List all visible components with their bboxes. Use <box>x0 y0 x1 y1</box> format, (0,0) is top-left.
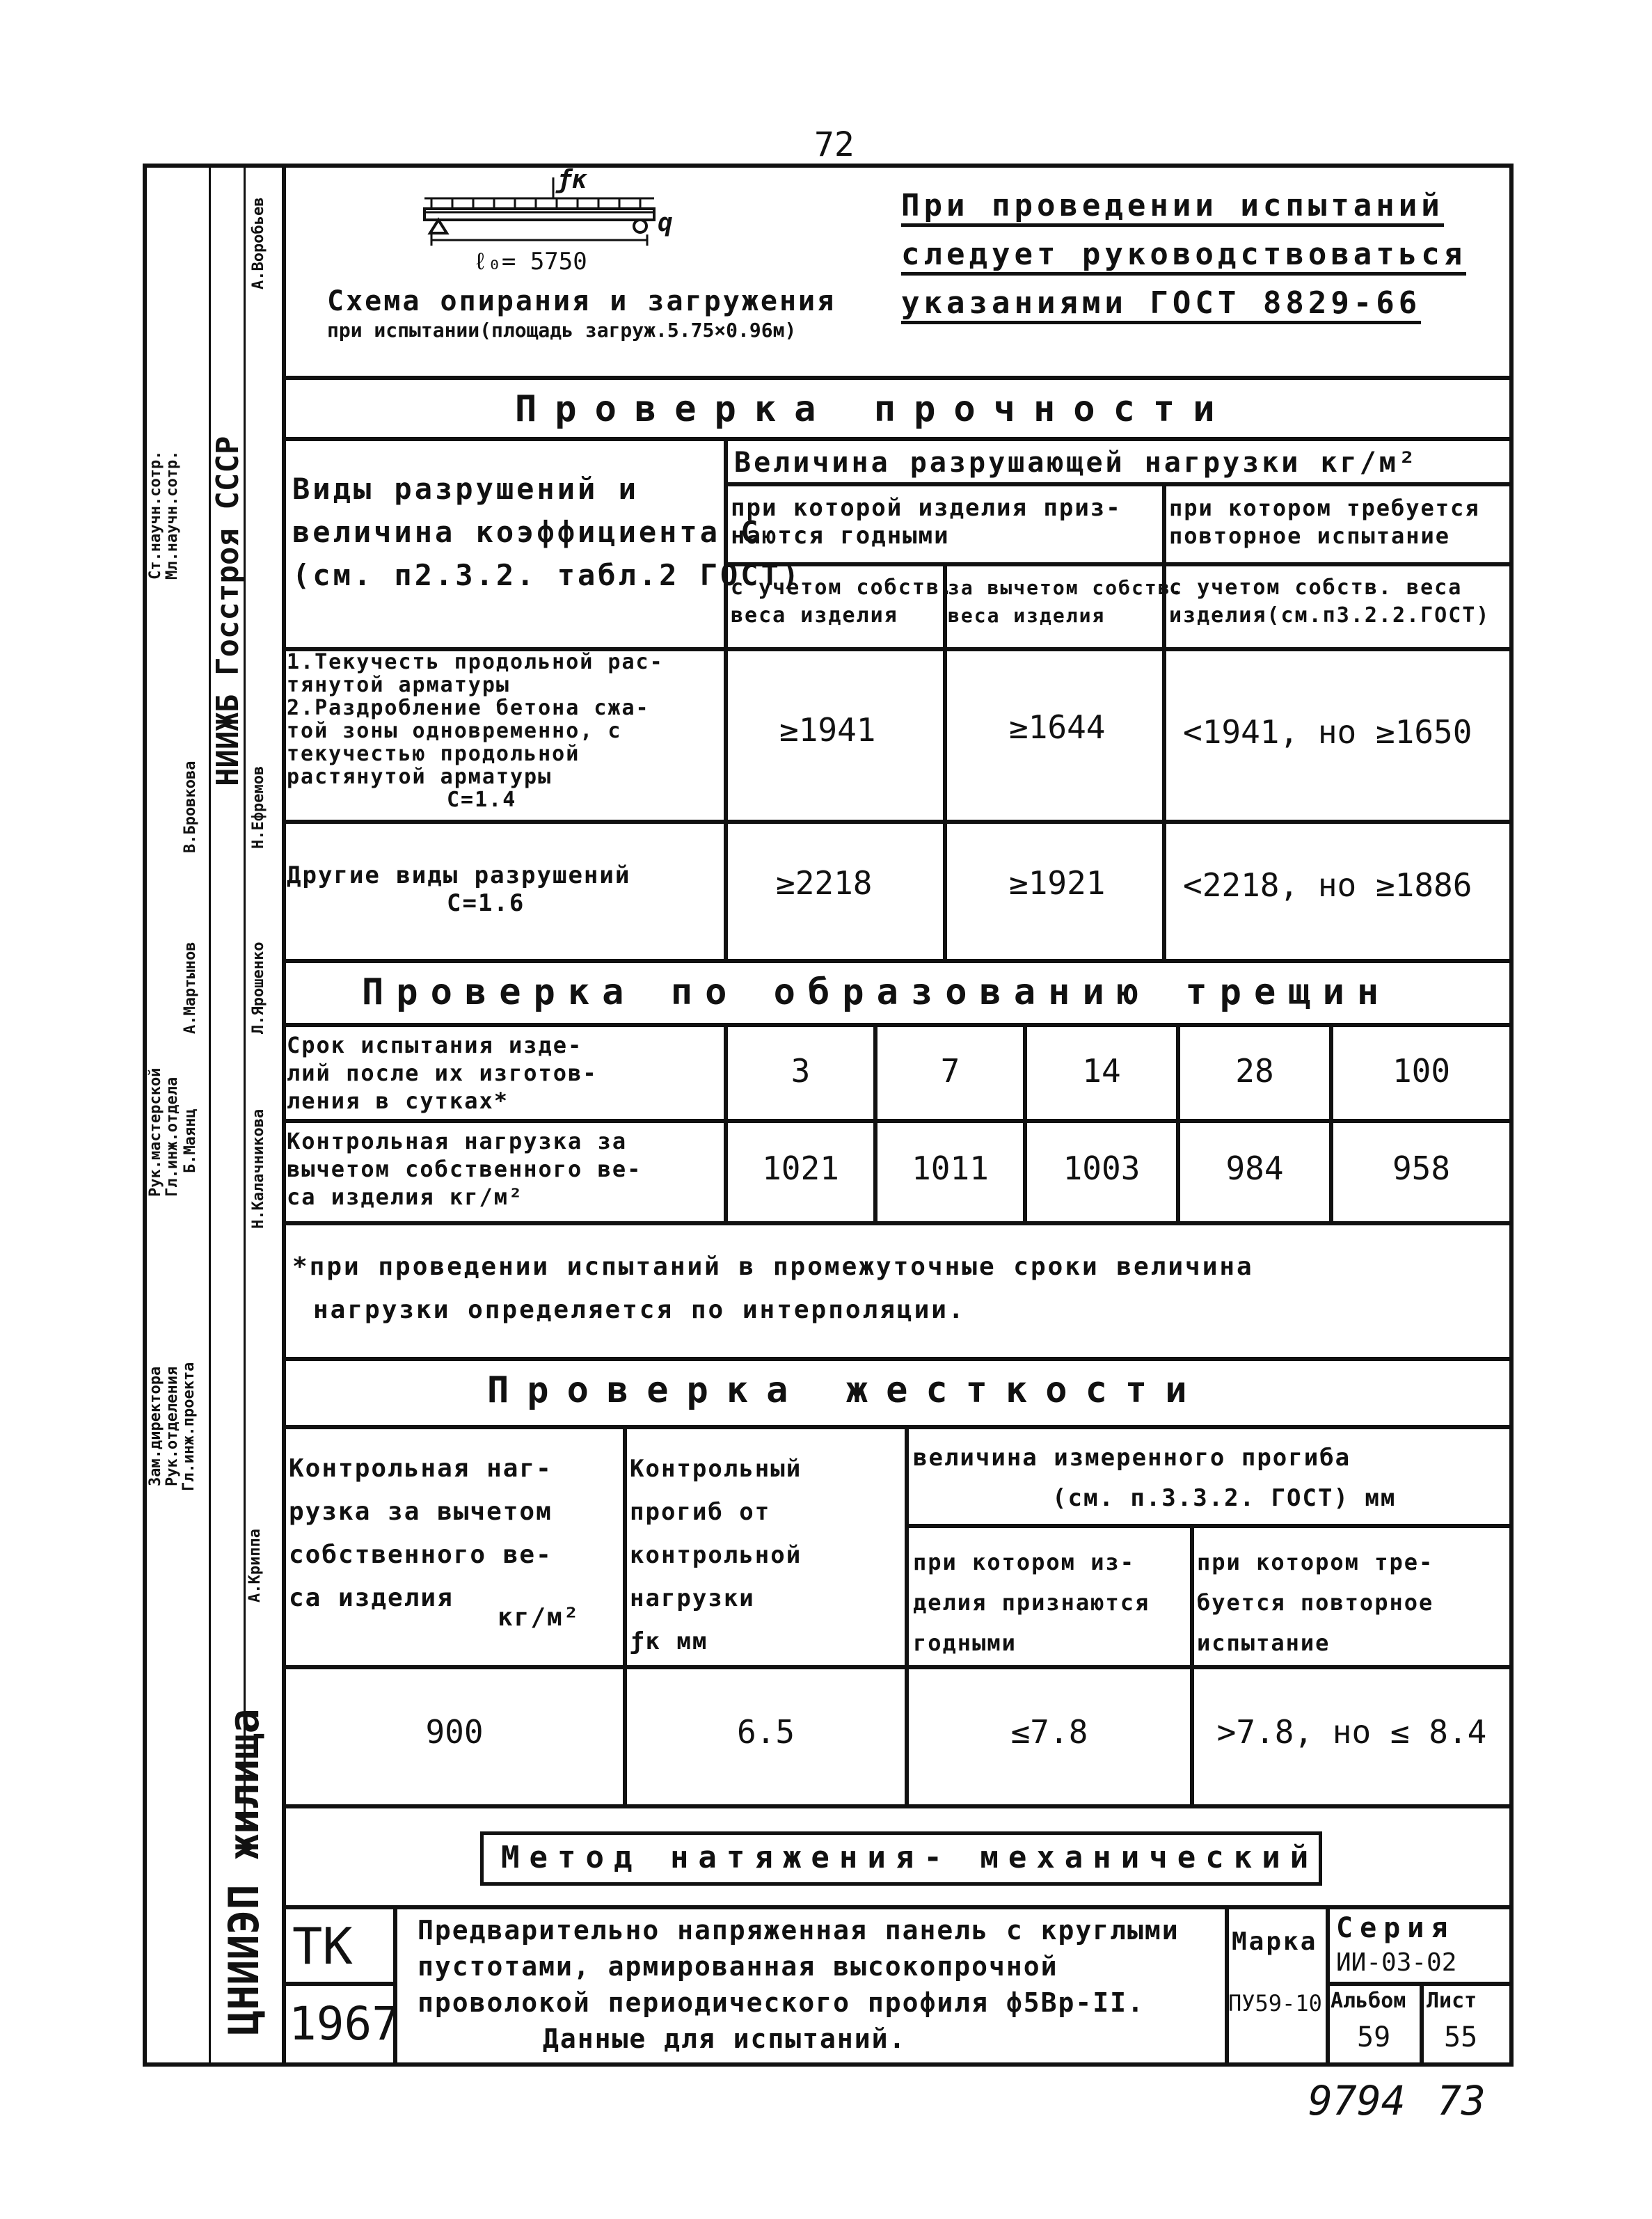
album-label: Альбом <box>1331 1989 1406 2013</box>
crack-load-5: 958 <box>1392 1150 1451 1187</box>
strength-row-1-v3: <1941, но ≥1650 <box>1183 713 1472 751</box>
album-value: 59 <box>1357 2021 1391 2053</box>
crack-day-2: 7 <box>940 1052 960 1090</box>
strength-row-1-v1: ≥1941 <box>779 711 876 749</box>
crack-day-1: 3 <box>791 1052 811 1090</box>
marka-value: ПУ59-10 <box>1228 1990 1322 2017</box>
side-role-5: Гл.инж.отдела <box>164 1076 181 1197</box>
side-name-7: Н.Ефремов <box>250 765 267 849</box>
side-role-7: Мл.научн.сотр. <box>164 450 181 580</box>
stiffness-retest-value: >7.8, но ≤ 8.4 <box>1216 1713 1487 1751</box>
stiffness-h3: величина измеренного прогиба (см. п.3.3.2. ГОСТ) мм <box>913 1444 1397 1512</box>
bottom-page-number: 73 <box>1437 2077 1486 2124</box>
strength-sub-with-weight: с учетом собств. веса изделия <box>731 575 954 628</box>
top-note-line-3: указаниями ГОСТ 8829-66 <box>901 285 1421 324</box>
archive-number: 9794 <box>1308 2077 1406 2124</box>
crack-row-1-label: Срок испытания изде- лий после их изготов- ления в сутках* <box>287 1032 598 1114</box>
scheme-fk-label: ƒк <box>557 166 587 194</box>
strength-row-2-v1: ≥2218 <box>776 864 873 902</box>
stiffness-deflection-value: 6.5 <box>736 1713 795 1751</box>
strength-load-header: Величина разрушающей нагрузки кг/м² <box>734 447 1418 479</box>
crack-load-4: 984 <box>1225 1150 1284 1187</box>
side-role-4: Рук.мастерской <box>147 1067 164 1197</box>
side-role-3: Гл.инж.проекта <box>180 1362 198 1491</box>
strength-sub-accepted: при которой изделия приз- наются годными <box>731 494 1122 550</box>
side-role-6: Ст.научн.сотр. <box>147 450 164 580</box>
side-org: НИИЖБ Госстроя СССР <box>210 436 246 786</box>
method-label: Метод натяжения- механический <box>501 1840 1319 1875</box>
side-name-8: А.Воробьев <box>250 197 267 290</box>
stiffness-h2: Контрольный прогиб от контрольной нагрузки ƒк мм <box>630 1455 802 1655</box>
strength-sub-retest: при котором требуется повторное испытание <box>1169 495 1480 549</box>
crack-row-2-label: Контрольная нагрузка за вычетом собственного ве- са изделия кг/м² <box>287 1128 642 1210</box>
stiffness-h3a: при котором из- делия признаются годными <box>913 1549 1150 1656</box>
strength-title: Проверка прочности <box>515 388 1233 430</box>
crack-title: Проверка по образованию трещин <box>362 971 1392 1013</box>
strength-row-1-label: 1.Текучесть продольной рас- тянутой арматуры 2.Раздробление бетона сжа- той зоны одновременно, с текучестью продольной растянутой арматуры C=1.4 <box>287 650 664 812</box>
scheme-span-label: ℓ₀= 5750 <box>473 248 587 276</box>
crack-load-3: 1003 <box>1063 1150 1141 1187</box>
seria-value: ИИ-03-02 <box>1336 1948 1457 1977</box>
list-label: Лист <box>1427 1989 1477 2013</box>
side-name-4: Н.Калачникова <box>250 1108 267 1230</box>
scheme-caption: Схема опирания и загружения <box>327 285 836 317</box>
side-strip-border <box>282 164 286 2067</box>
page-number: 72 <box>814 125 855 164</box>
stiffness-load-value: 900 <box>425 1713 484 1751</box>
crack-day-4: 28 <box>1235 1052 1274 1090</box>
stiffness-accept-value: ≤7.8 <box>1010 1713 1088 1751</box>
list-value: 55 <box>1444 2021 1478 2053</box>
scheme-caption-2: при испытании(площадь загруж.5.75×0.96м) <box>327 319 797 342</box>
marka-label: Марка <box>1232 1927 1318 1956</box>
stiffness-h1: Контрольная наг- рузка за вычетом собственного ве- са изделия кг/м² <box>289 1454 580 1632</box>
crack-day-5: 100 <box>1392 1052 1451 1090</box>
strength-row-2-label: Другие виды разрушений C=1.6 <box>287 861 631 917</box>
crack-load-2: 1011 <box>912 1150 989 1187</box>
scheme-q-label: q <box>658 209 673 237</box>
top-note-line-2: следует руководствоваться <box>901 237 1466 276</box>
side-name-5: Л.Ярошенко <box>250 941 267 1035</box>
strength-col-header: Виды разрушений и величина коэффициента C (см. п2.3.2. табл.2 ГОСТ) <box>292 472 802 592</box>
tk-label: ТК <box>292 1917 353 1975</box>
strength-row-2-v2: ≥1921 <box>1009 864 1106 902</box>
side-role-2: Рук.отделения <box>164 1366 181 1487</box>
title-description: Предварительно напряженная панель с круглыми пустотами, армированная высокопрочной проволокой периодического профиля ф5Вр-II. Данные для испытаний. <box>418 1915 1180 2054</box>
stiffness-h3b: при котором тре- буется повторное испытание <box>1197 1549 1434 1656</box>
year-label: 1967 <box>289 1997 399 2051</box>
stiffness-title: Проверка жесткости <box>487 1369 1205 1411</box>
side-name-1: А.Криппа <box>246 1529 264 1602</box>
side-name-3: А.Мартынов <box>182 941 199 1035</box>
strength-sub-without-weight: за вычетом собств. веса изделия <box>948 576 1184 627</box>
side-organization: ЦНИИЭП жилища <box>220 1708 269 2035</box>
side-role-1: Зам.директора <box>147 1366 164 1487</box>
crack-day-3: 14 <box>1082 1052 1121 1090</box>
crack-load-1: 1021 <box>762 1150 839 1187</box>
strength-sub-retest-weight: с учетом собств. веса изделия(см.п3.2.2.ГОСТ) <box>1169 575 1491 628</box>
strength-row-1-v2: ≥1644 <box>1009 708 1106 746</box>
top-note-line-1: При проведении испытаний <box>901 188 1444 227</box>
side-name-6: В.Бровкова <box>182 761 199 854</box>
crack-footnote: *при проведении испытаний в промежуточные сроки величина нагрузки определяется по интерполяции. <box>292 1252 1254 1324</box>
side-name-2: Б.Маянц <box>182 1108 199 1174</box>
strength-row-2-v3: <2218, но ≥1886 <box>1183 866 1472 904</box>
seria-label: Серия <box>1336 1912 1455 1944</box>
